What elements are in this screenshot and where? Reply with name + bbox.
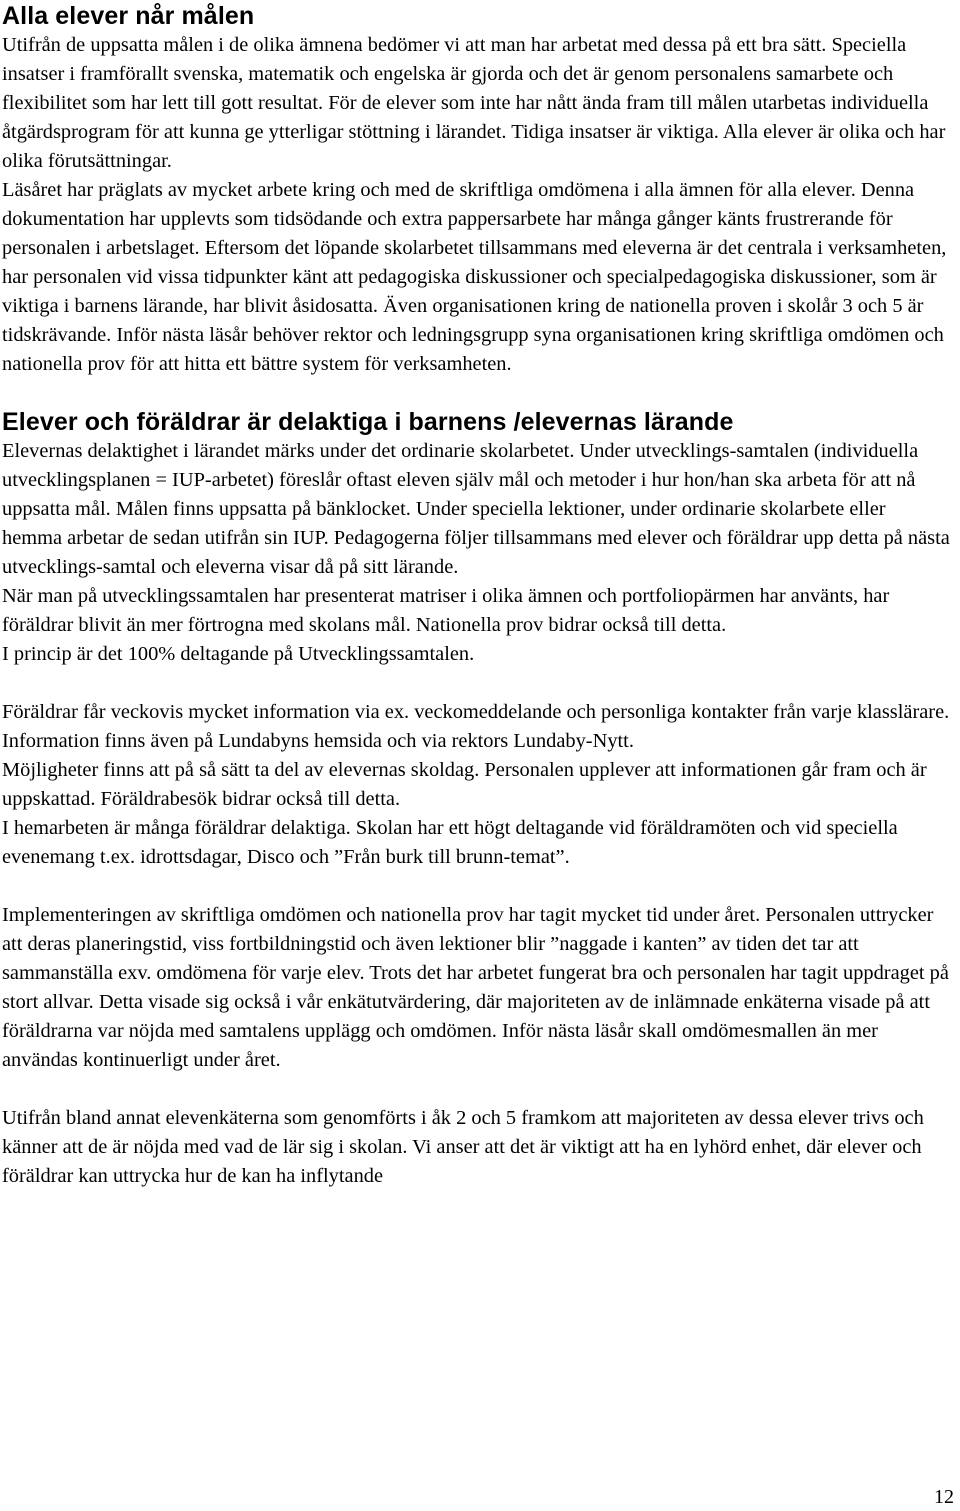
paragraph-spacer (2, 872, 950, 901)
paragraph: I hemarbeten är många föräldrar delaktiga. Skolan har ett högt deltagande vid föräldramöten och vid speciella evenemang t.ex. idrottsdagar, Disco och ”Från burk till brunn-temat”. (2, 817, 898, 868)
paragraph: Utifrån bland annat elevenkäterna som genomförts i åk 2 och 5 framkom att majoriteten av dessa elever trivs och känner att de är nöjda med vad de lär sig i skolan. Vi anser att det är viktigt att ha en lyhörd enhet, där elever och föräldrar kan uttrycka hur de kan ha inflytande (2, 1107, 924, 1187)
section-heading: Elever och föräldrar är delaktiga i barnens /elevernas lärande (2, 408, 734, 436)
section-heading: Alla elever når målen (2, 2, 255, 30)
paragraph: I princip är det 100% deltagande på Utvecklingssamtalen. (2, 643, 475, 665)
paragraph: När man på utvecklingssamtalen har presenterat matriser i olika ämnen och portfoliopärmen har använts, har föräldrar blivit än mer förtrogna med skolans mål. Nationella prov bidrar också till detta. (2, 585, 890, 636)
paragraph-spacer (2, 1075, 950, 1104)
paragraph-spacer (2, 669, 950, 698)
paragraph: Implementeringen av skriftliga omdömen och nationella prov har tagit mycket tid under året. Personalen uttrycker att deras planeringstid, viss fortbildningstid och även lektioner blir ”naggade i kanten” av tiden det tar att sammanställa exv. omdömena för varje elev. Trots det har arbetet fungerat bra och personalen har tagit uppdraget på stort allvar. Detta visade sig också i vår enkätutvärdering, där majoriteten av de inlämnade enkäterna visade på att föräldrarna var nöjda med samtalens upplägg och omdömen. Inför nästa läsår skall omdömesmallen än mer användas kontinuerligt under året. (2, 904, 949, 1071)
paragraph: Föräldrar får veckovis mycket information via ex. veckomeddelande och personliga kontakter från varje klasslärare. Information finns även på Lundabyns hemsida och via rektors Lundaby-Nytt. (2, 701, 950, 752)
document-page (2, 0, 950, 1191)
paragraph: Utifrån de uppsatta målen i de olika ämnena bedömer vi att man har arbetat med dessa på ett bra sätt. Speciella insatser i framförallt svenska, matematik och engelska är gjorda och det är genom personalens samarbete och flexibilitet som har lett till gott resultat. För de elever som inte har nått ända fram till målen utarbetas individuella åtgärdsprogram för att kunna ge ytterligar stöttning i lärandet. Tidiga insatser är viktiga. Alla elever är olika och har olika förutsättningar. (2, 34, 946, 172)
page-number: 12 (934, 1486, 954, 1508)
paragraph: Läsåret har präglats av mycket arbete kring och med de skriftliga omdömena i alla ämnen för alla elever. Denna dokumentation har upplevts som tidsödande och extra pappersarbete har många gånger känts frustrerande för personalen i arbetslaget. Eftersom det löpande skolarbetet tillsammans med eleverna är det centrala i verksamheten, har personalen vid vissa tidpunkter känt att pedagogiska diskussioner och specialpedagogiska diskussioner, som är viktiga i barnens lärande, har blivit åsidosatta. Även organisationen kring de nationella proven i skolår 3 och 5 är tidskrävande. Inför nästa läsår behöver rektor och ledningsgrupp syna organisationen kring skriftliga omdömen och nationella prov för att hitta ett bättre system för verksamheten. (2, 179, 947, 375)
paragraph: Möjligheter finns att på så sätt ta del av elevernas skoldag. Personalen upplever att informationen går fram och är uppskattad. Föräldrabesök bidrar också till detta. (2, 759, 927, 810)
paragraph: Elevernas delaktighet i lärandet märks under det ordinarie skolarbetet. Under utvecklings-samtalen (individuella utvecklingsplanen = IUP-arbetet) föreslår oftast eleven själv mål och metoder i hur hon/han ska arbeta för att nå uppsatta mål. Målen finns uppsatta på bänklocket. Under speciella lektioner, under ordinarie skolarbete eller hemma arbetar de sedan utifrån sin IUP. Pedagogerna följer tillsammans med elever och föräldrar upp detta på nästa utvecklings-samtal och eleverna visar då på sitt lärande. (2, 440, 950, 578)
